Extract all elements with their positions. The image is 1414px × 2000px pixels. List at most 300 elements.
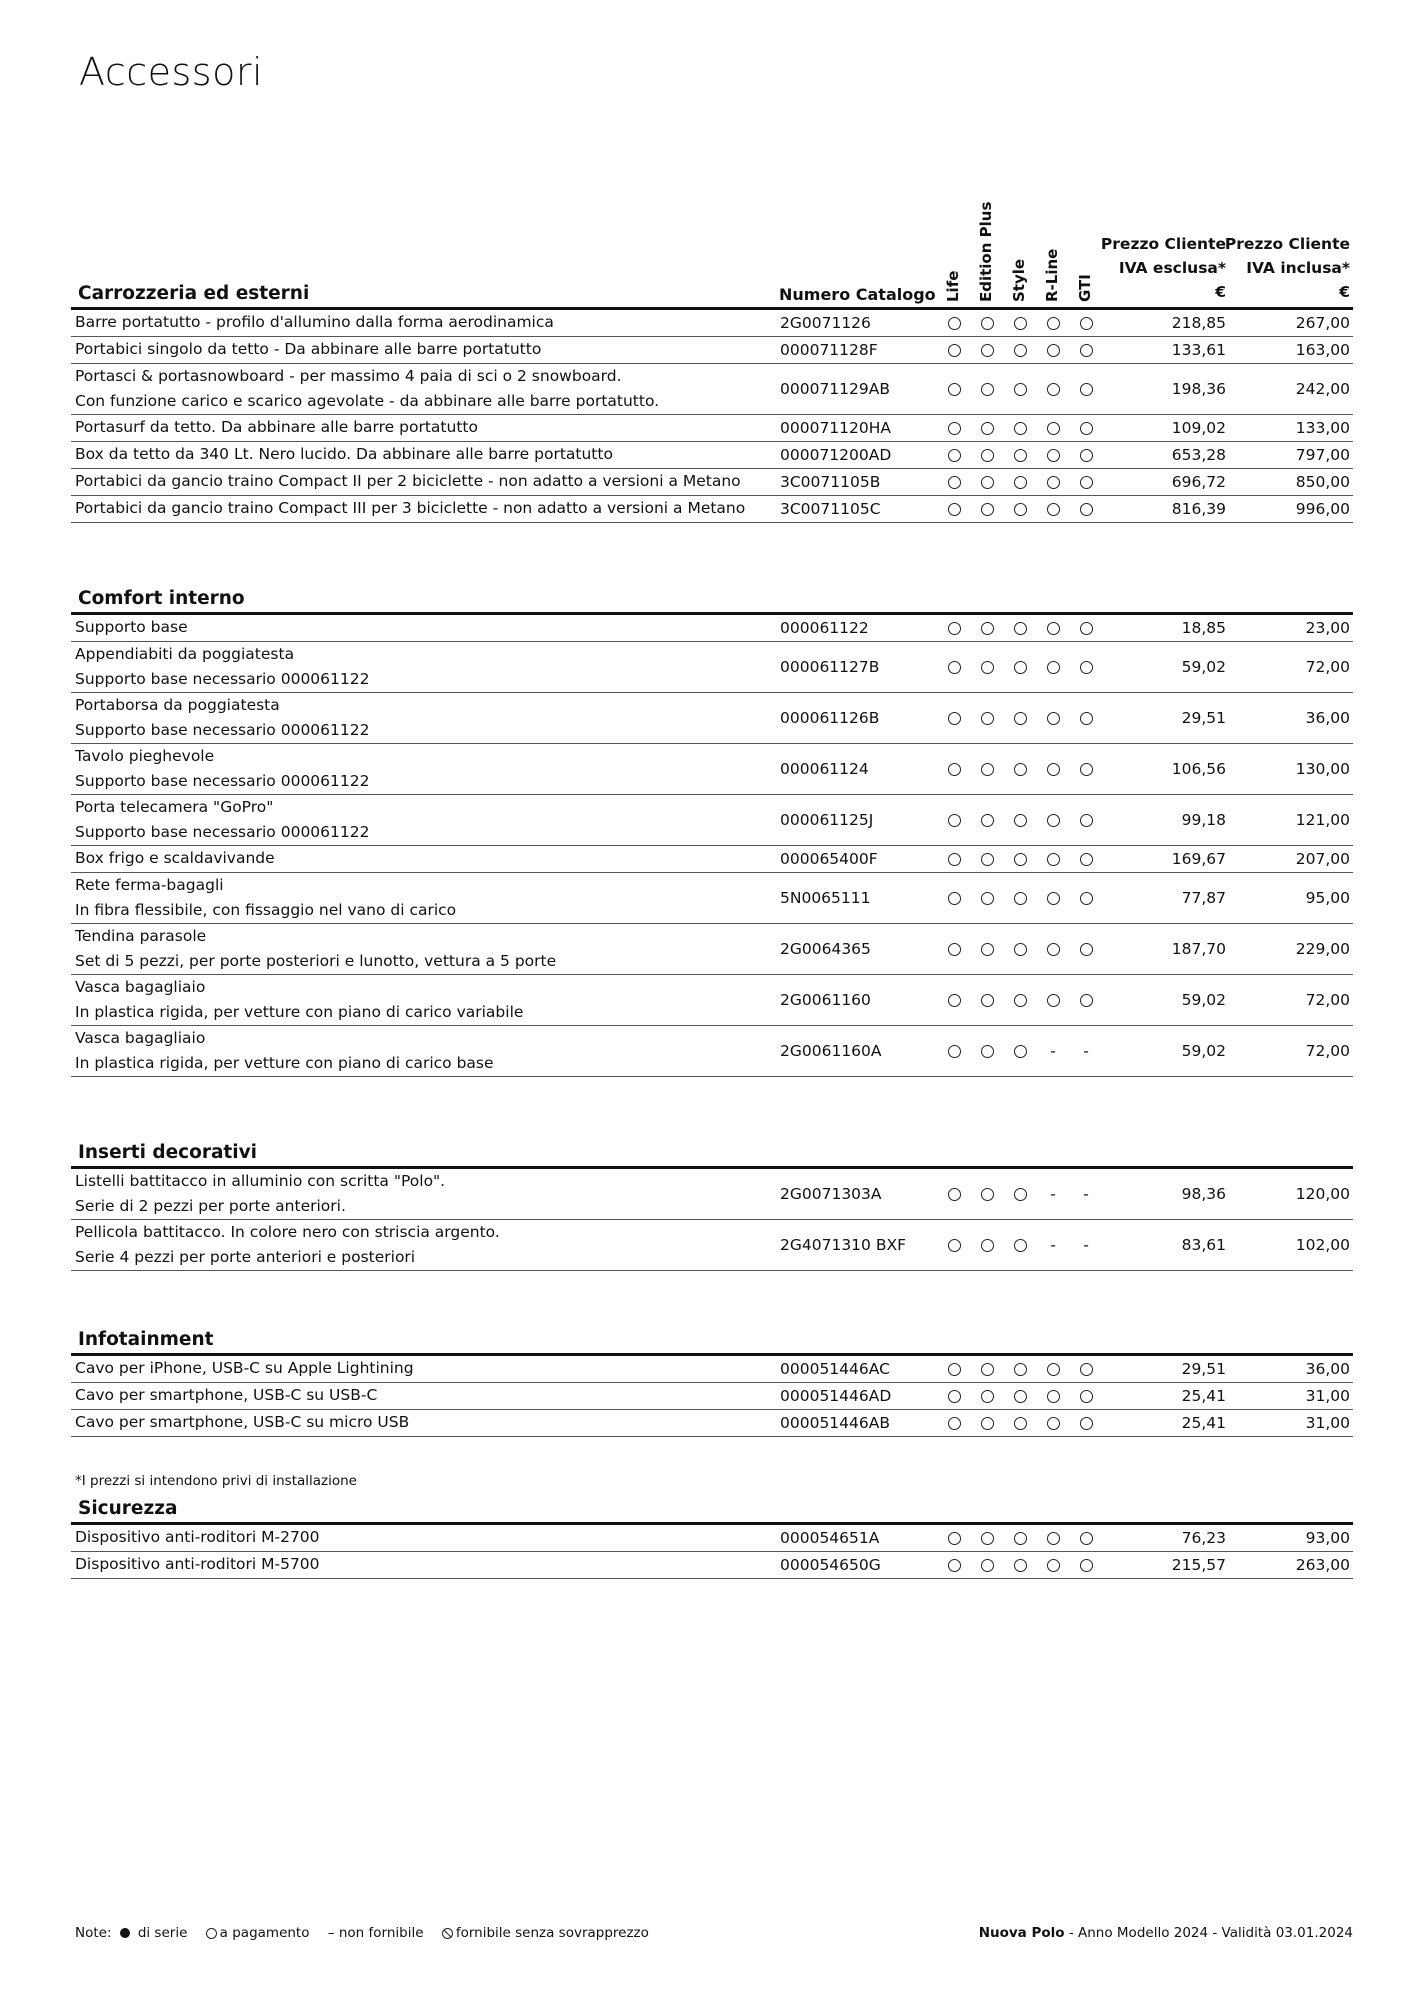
open-circle-icon xyxy=(981,763,994,776)
description-line: Dispositivo anti-roditori M-5700 xyxy=(75,1555,320,1573)
open-circle-icon xyxy=(981,994,994,1007)
description-line: Portabici da gancio traino Compact III per 3 biciclette - non adatto a versioni a Metano xyxy=(75,499,746,517)
trim-availability xyxy=(975,311,999,336)
description-line: Supporto base necessario 000061122 xyxy=(75,721,370,739)
section-title: Carrozzeria ed esterni xyxy=(78,283,310,304)
open-circle-icon xyxy=(981,449,994,462)
trim-availability xyxy=(1008,311,1032,336)
column-header-price-incl xyxy=(1225,232,1350,304)
description-line: Tavolo pieghevole xyxy=(75,747,215,765)
trim-availability xyxy=(1074,847,1098,872)
table-row xyxy=(71,1026,1353,1077)
trim-availability xyxy=(1041,470,1065,495)
trim-availability xyxy=(975,1384,999,1409)
open-circle-icon xyxy=(981,476,994,489)
row-description xyxy=(75,1383,377,1408)
trim-availability xyxy=(975,886,999,911)
table-row xyxy=(71,1552,1353,1579)
trim-availability xyxy=(942,655,966,680)
open-circle-icon xyxy=(1047,449,1060,462)
trim-availability xyxy=(942,937,966,962)
trim-availability xyxy=(942,988,966,1013)
price-incl-vat: 72,00 xyxy=(1305,990,1350,1009)
trim-availability xyxy=(1041,757,1065,782)
price-incl-vat: 72,00 xyxy=(1305,657,1350,676)
trim-availability xyxy=(1041,1384,1065,1409)
legend-senza-sovrapprezzo: fornibile senza sovrapprezzo xyxy=(455,1925,649,1941)
catalog-number: 000061125J xyxy=(780,810,874,829)
open-circle-icon xyxy=(981,661,994,674)
open-circle-icon xyxy=(1080,503,1093,516)
open-circle-icon xyxy=(1080,853,1093,866)
price-incl-vat: 121,00 xyxy=(1295,810,1350,829)
page-title: Accessori xyxy=(79,50,264,94)
trim-availability xyxy=(1074,1039,1098,1064)
catalog-number: 3C0071105B xyxy=(780,472,881,491)
open-circle-icon xyxy=(1047,892,1060,905)
open-circle-icon xyxy=(1014,1559,1027,1572)
catalog-number: 000054651A xyxy=(780,1528,880,1547)
description-line: Portasci & portasnowboard - per massimo 4 paia di sci o 2 snowboard. xyxy=(75,367,622,385)
trim-availability xyxy=(1008,937,1032,962)
open-circle-icon xyxy=(1014,994,1027,1007)
description-line: Box da tetto da 340 Lt. Nero lucido. Da abbinare alle barre portatutto xyxy=(75,445,613,463)
open-circle-icon xyxy=(1014,503,1027,516)
legend-serie: di serie xyxy=(137,1925,188,1941)
description-line: Portaborsa da poggiatesta xyxy=(75,696,280,714)
open-circle-icon xyxy=(1014,892,1027,905)
trim-availability xyxy=(975,937,999,962)
trim-availability xyxy=(1008,808,1032,833)
row-description xyxy=(75,1356,414,1381)
trim-availability xyxy=(1008,757,1032,782)
row-description xyxy=(75,744,369,794)
footer-info: - Anno Modello 2024 - Validità 03.01.2024 xyxy=(1064,1925,1353,1941)
price-incl-vat: 72,00 xyxy=(1305,1041,1350,1060)
trim-availability xyxy=(1074,1384,1098,1409)
trim-availability xyxy=(1008,655,1032,680)
price-incl-vat: 36,00 xyxy=(1305,1359,1350,1378)
trim-availability xyxy=(942,1553,966,1578)
price-incl-vat: 31,00 xyxy=(1305,1413,1350,1432)
price-incl-vat: 207,00 xyxy=(1295,849,1350,868)
column-header-line: IVA esclusa* xyxy=(1118,259,1226,277)
open-circle-icon xyxy=(948,449,961,462)
open-circle-icon xyxy=(1014,853,1027,866)
trim-availability xyxy=(1008,497,1032,522)
open-circle-icon xyxy=(948,1559,961,1572)
open-circle-icon xyxy=(948,1239,961,1252)
section-header xyxy=(71,201,1353,310)
open-circle-icon xyxy=(1047,1532,1060,1545)
open-circle-icon xyxy=(1014,383,1027,396)
description-line: Supporto base xyxy=(75,618,188,636)
price-incl-vat: 130,00 xyxy=(1295,759,1350,778)
trim-availability xyxy=(975,1039,999,1064)
row-description xyxy=(75,442,613,467)
row-description xyxy=(75,337,541,362)
table-row xyxy=(71,615,1353,642)
trim-availability xyxy=(1008,1039,1032,1064)
trim-availability xyxy=(975,497,999,522)
trim-availability xyxy=(942,470,966,495)
open-circle-icon xyxy=(981,712,994,725)
trim-availability xyxy=(975,377,999,402)
table-row xyxy=(71,1525,1353,1552)
not-available-dash: - xyxy=(1050,1235,1056,1254)
description-line: In plastica rigida, per vetture con piano di carico variabile xyxy=(75,1003,524,1021)
trim-availability xyxy=(1041,497,1065,522)
description-line: Cavo per smartphone, USB-C su USB-C xyxy=(75,1386,378,1404)
open-circle-icon xyxy=(1080,1363,1093,1376)
trim-availability xyxy=(1008,616,1032,641)
price-excl-vat: 59,02 xyxy=(1181,990,1226,1009)
trim-availability xyxy=(1041,886,1065,911)
open-circle-icon xyxy=(948,892,961,905)
open-circle-icon xyxy=(206,1928,217,1939)
table-row xyxy=(71,1169,1353,1220)
row-description xyxy=(75,415,478,440)
description-line: Portabici da gancio traino Compact II per 2 biciclette - non adatto a versioni a Metano xyxy=(75,472,741,490)
open-circle-icon xyxy=(1014,422,1027,435)
price-incl-vat: 102,00 xyxy=(1295,1235,1350,1254)
description-line: Serie 4 pezzi per porte anteriori e posteriori xyxy=(75,1248,416,1266)
description-line: Cavo per smartphone, USB-C su micro USB xyxy=(75,1413,410,1431)
open-circle-icon xyxy=(948,1045,961,1058)
open-circle-icon xyxy=(1080,476,1093,489)
catalog-number: 000071128F xyxy=(780,340,878,359)
table-row xyxy=(71,693,1353,744)
section-title: Infotainment xyxy=(78,1329,214,1350)
description-line: Cavo per iPhone, USB-C su Apple Lightining xyxy=(75,1359,414,1377)
trim-availability xyxy=(975,338,999,363)
row-description xyxy=(75,693,369,743)
section-title: Sicurezza xyxy=(78,1498,178,1519)
description-line: Vasca bagagliaio xyxy=(75,1029,206,1047)
open-circle-icon xyxy=(1014,1390,1027,1403)
table-row xyxy=(71,846,1353,873)
trim-availability xyxy=(1041,1553,1065,1578)
table-row xyxy=(71,310,1353,337)
legend-non-fornibile: – non fornibile xyxy=(327,1925,424,1941)
table-row xyxy=(71,1410,1353,1437)
trim-availability xyxy=(942,1411,966,1436)
not-available-dash: - xyxy=(1050,1184,1056,1203)
trim-availability xyxy=(1008,1233,1032,1258)
trim-availability xyxy=(1008,706,1032,731)
price-incl-vat: 996,00 xyxy=(1295,499,1350,518)
price-incl-vat: 267,00 xyxy=(1295,313,1350,332)
trim-availability xyxy=(1074,416,1098,441)
open-circle-icon xyxy=(1080,317,1093,330)
trim-availability xyxy=(1041,847,1065,872)
catalog-number: 2G0061160 xyxy=(780,990,871,1009)
price-excl-vat: 816,39 xyxy=(1171,499,1226,518)
trim-availability xyxy=(1041,443,1065,468)
trim-availability xyxy=(1041,416,1065,441)
trim-availability xyxy=(1008,886,1032,911)
row-description xyxy=(75,873,456,923)
column-header-trim: R-Line xyxy=(1043,248,1061,302)
legend-pagamento: a pagamento xyxy=(219,1925,310,1941)
open-circle-icon xyxy=(1080,422,1093,435)
open-circle-icon xyxy=(1047,661,1060,674)
trim-availability xyxy=(1041,616,1065,641)
trim-availability xyxy=(1074,497,1098,522)
open-circle-icon xyxy=(1014,1532,1027,1545)
trim-availability xyxy=(942,616,966,641)
row-description xyxy=(75,469,741,494)
trim-availability xyxy=(975,1526,999,1551)
description-line: Supporto base necessario 000061122 xyxy=(75,823,370,841)
accessories-table xyxy=(71,201,1353,1579)
trim-availability xyxy=(942,1526,966,1551)
trim-availability xyxy=(975,616,999,641)
open-circle-icon xyxy=(1047,344,1060,357)
price-incl-vat: 850,00 xyxy=(1295,472,1350,491)
open-circle-icon xyxy=(948,853,961,866)
section-title: Inserti decorativi xyxy=(78,1142,258,1163)
trim-availability xyxy=(942,416,966,441)
open-circle-icon xyxy=(1014,344,1027,357)
open-circle-icon xyxy=(981,814,994,827)
trim-availability xyxy=(942,1384,966,1409)
open-circle-icon xyxy=(981,1045,994,1058)
trim-availability xyxy=(1008,988,1032,1013)
price-excl-vat: 59,02 xyxy=(1181,1041,1226,1060)
column-header-catalog: Numero Catalogo xyxy=(779,285,936,304)
open-circle-icon xyxy=(1080,344,1093,357)
trim-availability xyxy=(1041,1039,1065,1064)
catalog-number: 2G0064365 xyxy=(780,939,871,958)
column-header-trim: Life xyxy=(944,270,962,302)
description-line: Set di 5 pezzi, per porte posteriori e lunotto, vettura a 5 porte xyxy=(75,952,557,970)
column-header-line: Prezzo Cliente xyxy=(1100,235,1226,253)
open-circle-icon xyxy=(981,853,994,866)
description-line: Serie di 2 pezzi per porte anteriori. xyxy=(75,1197,346,1215)
open-circle-icon xyxy=(981,1390,994,1403)
row-description xyxy=(75,1169,445,1219)
legend xyxy=(75,1925,649,1941)
not-available-dash: - xyxy=(1083,1041,1089,1060)
column-header-trim: GTI xyxy=(1076,274,1094,302)
price-incl-vat: 133,00 xyxy=(1295,418,1350,437)
trim-availability xyxy=(1074,1233,1098,1258)
open-circle-icon xyxy=(948,344,961,357)
not-available-dash: - xyxy=(1083,1184,1089,1203)
open-circle-icon xyxy=(948,383,961,396)
price-incl-vat: 797,00 xyxy=(1295,445,1350,464)
open-circle-icon xyxy=(1014,943,1027,956)
price-incl-vat: 163,00 xyxy=(1295,340,1350,359)
open-circle-icon xyxy=(1080,661,1093,674)
trim-availability xyxy=(1041,1357,1065,1382)
trim-availability xyxy=(1074,311,1098,336)
section-title: Comfort interno xyxy=(78,588,245,609)
description-line: Portabici singolo da tetto - Da abbinare alle barre portatutto xyxy=(75,340,542,358)
price-excl-vat: 696,72 xyxy=(1171,472,1226,491)
price-excl-vat: 109,02 xyxy=(1171,418,1226,437)
open-circle-icon xyxy=(1014,661,1027,674)
open-circle-icon xyxy=(1014,317,1027,330)
description-line: Barre portatutto - profilo d'allumino dalla forma aerodinamica xyxy=(75,313,554,331)
column-header-line: € xyxy=(1339,283,1350,301)
trim-availability xyxy=(1008,1553,1032,1578)
open-circle-icon xyxy=(981,1239,994,1252)
row-description xyxy=(75,310,554,335)
open-circle-icon xyxy=(1080,1532,1093,1545)
price-excl-vat: 76,23 xyxy=(1181,1528,1226,1547)
open-circle-icon xyxy=(948,943,961,956)
price-excl-vat: 653,28 xyxy=(1171,445,1226,464)
trim-availability xyxy=(1074,886,1098,911)
open-circle-icon xyxy=(1014,1045,1027,1058)
trim-availability xyxy=(942,1233,966,1258)
open-circle-icon xyxy=(1014,476,1027,489)
trim-availability xyxy=(1074,988,1098,1013)
footer-validity xyxy=(979,1925,1353,1941)
trim-availability xyxy=(1041,1182,1065,1207)
trim-availability xyxy=(1008,416,1032,441)
trim-availability xyxy=(942,443,966,468)
catalog-number: 000061127B xyxy=(780,657,880,676)
open-circle-icon xyxy=(1047,853,1060,866)
table-row xyxy=(71,873,1353,924)
section-header xyxy=(71,1301,1353,1356)
trim-availability xyxy=(1074,470,1098,495)
price-excl-vat: 83,61 xyxy=(1181,1235,1226,1254)
trim-availability xyxy=(942,311,966,336)
description-line: Supporto base necessario 000061122 xyxy=(75,670,370,688)
trim-availability xyxy=(942,497,966,522)
open-circle-icon xyxy=(1047,476,1060,489)
trim-availability xyxy=(1074,338,1098,363)
trim-availability xyxy=(942,338,966,363)
price-excl-vat: 25,41 xyxy=(1181,1386,1226,1405)
not-available-dash: - xyxy=(1083,1235,1089,1254)
open-circle-icon xyxy=(1047,1390,1060,1403)
trim-availability xyxy=(942,1182,966,1207)
trim-availability xyxy=(975,757,999,782)
trim-availability xyxy=(1041,808,1065,833)
price-incl-vat: 229,00 xyxy=(1295,939,1350,958)
trim-availability xyxy=(1008,443,1032,468)
trim-availability xyxy=(975,1553,999,1578)
catalog-number: 000061126B xyxy=(780,708,880,727)
trim-availability xyxy=(975,808,999,833)
price-excl-vat: 77,87 xyxy=(1181,888,1226,907)
row-description xyxy=(75,1525,320,1550)
open-circle-icon xyxy=(1047,814,1060,827)
open-circle-icon xyxy=(1014,1363,1027,1376)
trim-availability xyxy=(1074,1526,1098,1551)
description-line: Listelli battitacco in alluminio con scritta "Polo". xyxy=(75,1172,446,1190)
filled-dot-icon xyxy=(120,1928,130,1938)
trim-availability xyxy=(1041,1411,1065,1436)
catalog-number: 2G0071303A xyxy=(780,1184,882,1203)
open-circle-icon xyxy=(948,422,961,435)
trim-availability xyxy=(1008,1526,1032,1551)
open-circle-icon xyxy=(1047,1363,1060,1376)
table-row xyxy=(71,924,1353,975)
open-circle-icon xyxy=(981,1363,994,1376)
open-circle-icon xyxy=(948,1390,961,1403)
open-circle-icon xyxy=(1014,622,1027,635)
trim-availability xyxy=(975,706,999,731)
catalog-number: 5N0065111 xyxy=(780,888,871,907)
description-line: In fibra flessibile, con fissaggio nel vano di carico xyxy=(75,901,457,919)
trim-availability xyxy=(1074,1357,1098,1382)
trim-availability xyxy=(1008,338,1032,363)
open-circle-icon xyxy=(1080,622,1093,635)
price-excl-vat: 59,02 xyxy=(1181,657,1226,676)
trim-availability xyxy=(1008,847,1032,872)
description-line: Tendina parasole xyxy=(75,927,207,945)
trim-availability xyxy=(975,470,999,495)
open-circle-icon xyxy=(1014,449,1027,462)
price-excl-vat: 218,85 xyxy=(1171,313,1226,332)
catalog-number: 000061122 xyxy=(780,618,869,637)
open-circle-icon xyxy=(948,712,961,725)
trim-availability xyxy=(975,443,999,468)
trim-availability xyxy=(1074,443,1098,468)
open-circle-icon xyxy=(1014,1188,1027,1201)
open-circle-icon xyxy=(981,1188,994,1201)
trim-availability xyxy=(1074,377,1098,402)
catalog-number: 000061124 xyxy=(780,759,869,778)
table-row xyxy=(71,744,1353,795)
table-row xyxy=(71,496,1353,523)
open-circle-icon xyxy=(1080,814,1093,827)
trim-availability xyxy=(1008,1182,1032,1207)
row-description xyxy=(75,795,369,845)
row-description xyxy=(75,496,745,521)
catalog-number: 2G4071310 BXF xyxy=(780,1235,906,1254)
open-circle-icon xyxy=(1080,1417,1093,1430)
description-line: Porta telecamera "GoPro" xyxy=(75,798,274,816)
trim-availability xyxy=(1074,1182,1098,1207)
price-excl-vat: 29,51 xyxy=(1181,1359,1226,1378)
open-circle-icon xyxy=(948,476,961,489)
trim-availability xyxy=(1008,1357,1032,1382)
open-circle-icon xyxy=(948,763,961,776)
open-circle-icon xyxy=(1047,317,1060,330)
row-description xyxy=(75,1552,320,1577)
column-header-trim: Edition Plus xyxy=(977,201,995,302)
table-row xyxy=(71,1356,1353,1383)
trim-availability xyxy=(942,808,966,833)
open-circle-icon xyxy=(981,1417,994,1430)
open-circle-icon xyxy=(981,892,994,905)
trim-availability xyxy=(975,1182,999,1207)
catalog-number: 2G0071126 xyxy=(780,313,871,332)
description-line: Pellicola battitacco. In colore nero con striscia argento. xyxy=(75,1223,500,1241)
open-circle-icon xyxy=(1014,1239,1027,1252)
catalog-number: 000071129AB xyxy=(780,379,890,398)
trim-availability xyxy=(942,1039,966,1064)
open-circle-icon xyxy=(948,1532,961,1545)
trim-availability xyxy=(1041,338,1065,363)
section-header xyxy=(71,1114,1353,1169)
open-circle-icon xyxy=(981,344,994,357)
table-row xyxy=(71,1383,1353,1410)
catalog-number: 000051446AB xyxy=(780,1413,890,1432)
table-row xyxy=(71,442,1353,469)
trim-availability xyxy=(1041,937,1065,962)
open-circle-icon xyxy=(1014,814,1027,827)
description-line: Vasca bagagliaio xyxy=(75,978,206,996)
table-row xyxy=(71,469,1353,496)
